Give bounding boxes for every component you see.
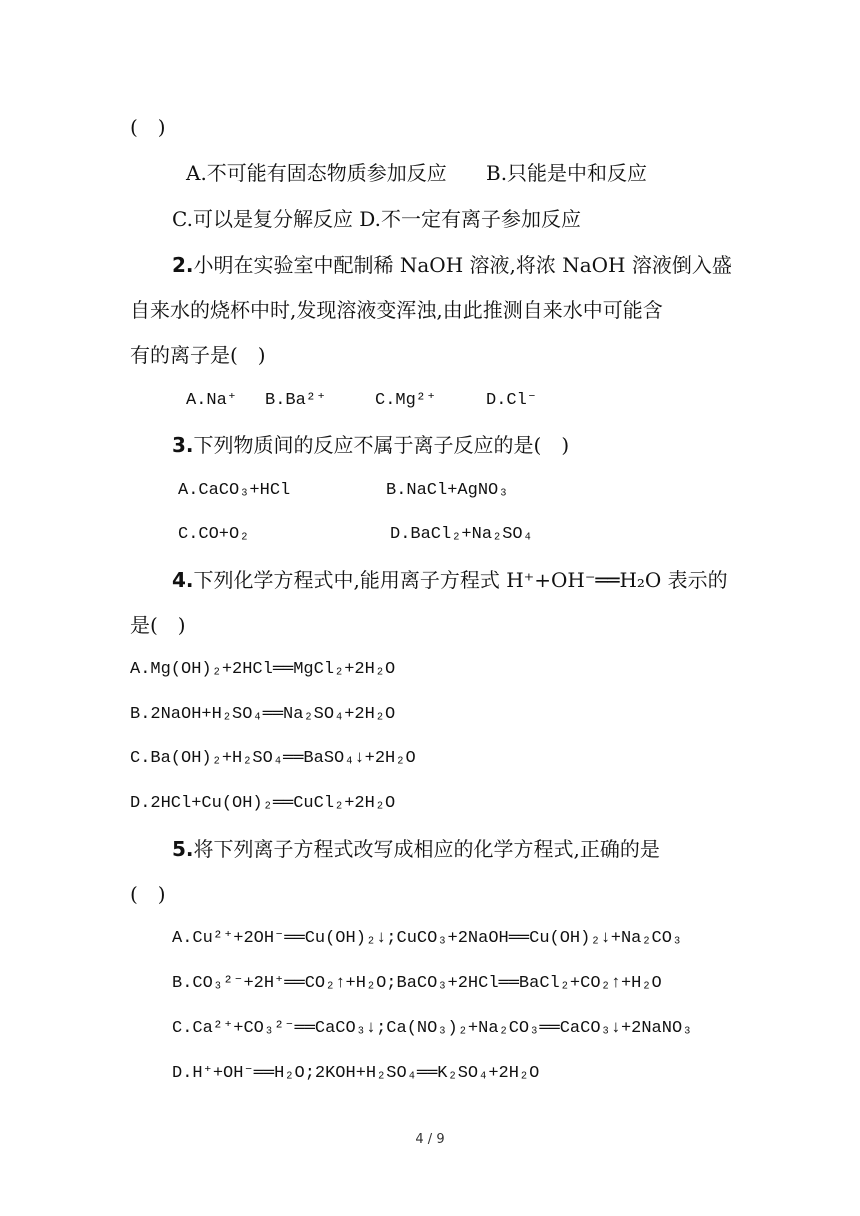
q3-option-b: B.NaCl+AgNO₃ — [386, 481, 509, 500]
q3-text: 下列物质间的反应不属于离子反应的是( ) — [193, 433, 570, 457]
q2-stem-line1 — [172, 252, 732, 278]
q4-text-1: 下列化学方程式中,能用离子方程式 H⁺+OH⁻══H₂O 表示的 — [193, 568, 728, 592]
q1-options-cd: C.可以是复分解反应 D.不一定有离子参加反应 — [172, 207, 581, 231]
q2-number: 2. — [172, 253, 194, 277]
q5-stem-line1 — [172, 836, 660, 862]
q2-text-1: 小明在实验室中配制稀 NaOH 溶液,将浓 NaOH 溶液倒入盛 — [193, 253, 732, 277]
q5-option-c: C.Ca²⁺+CO₃²⁻══CaCO₃↓;Ca(NO₃)₂+Na₂CO₃══CaCO₃↓+2NaNO₃ — [172, 1019, 693, 1038]
q2-stem-line2: 自来水的烧杯中时,发现溶液变浑浊,由此推测自来水中可能含 — [130, 298, 663, 322]
q3-option-d: D.BaCl₂+Na₂SO₄ — [390, 525, 533, 544]
q4-option-b: B.2NaOH+H₂SO₄══Na₂SO₄+2H₂O — [130, 705, 396, 724]
q3-option-a: A.CaCO₃+HCl — [178, 481, 291, 500]
q4-option-a: A.Mg(OH)₂+2HCl══MgCl₂+2H₂O — [130, 660, 396, 679]
q4-stem-line2: 是( ) — [130, 613, 186, 637]
q5-option-d: D.H⁺+OH⁻══H₂O;2KOH+H₂SO₄══K₂SO₄+2H₂O — [172, 1064, 540, 1083]
q5-option-a: A.Cu²⁺+2OH⁻══Cu(OH)₂↓;CuCO₃+2NaOH══Cu(OH)₂↓+Na₂CO₃ — [172, 929, 683, 948]
q5-stem-line2: ( ) — [130, 882, 166, 906]
q1-paren: ( ) — [130, 115, 166, 139]
q2-option-a: A.Na⁺ — [186, 391, 238, 410]
q1-option-a: A.不可能有固态物质参加反应 — [186, 161, 447, 185]
q4-stem-line1 — [172, 567, 728, 593]
q3-stem — [172, 432, 569, 458]
q2-stem-line3: 有的离子是( ) — [130, 343, 266, 367]
q2-option-d: D.Cl⁻ — [486, 391, 538, 410]
q1-option-b: B.只能是中和反应 — [486, 161, 648, 185]
q2-option-b: B.Ba²⁺ — [265, 391, 327, 410]
q3-number: 3. — [172, 433, 194, 457]
q5-text-1: 将下列离子方程式改写成相应的化学方程式,正确的是 — [193, 837, 660, 861]
q4-option-d: D.2HCl+Cu(OH)₂══CuCl₂+2H₂O — [130, 794, 396, 813]
q2-option-c: C.Mg²⁺ — [375, 391, 437, 410]
q4-number: 4. — [172, 568, 194, 592]
page-number: 4 / 9 — [415, 1132, 445, 1147]
q5-option-b: B.CO₃²⁻+2H⁺══CO₂↑+H₂O;BaCO₃+2HCl══BaCl₂+CO₂↑+H₂O — [172, 974, 662, 993]
q3-option-c: C.CO+O₂ — [178, 525, 250, 544]
q4-option-c: C.Ba(OH)₂+H₂SO₄══BaSO₄↓+2H₂O — [130, 749, 416, 768]
q5-number: 5. — [172, 837, 194, 861]
